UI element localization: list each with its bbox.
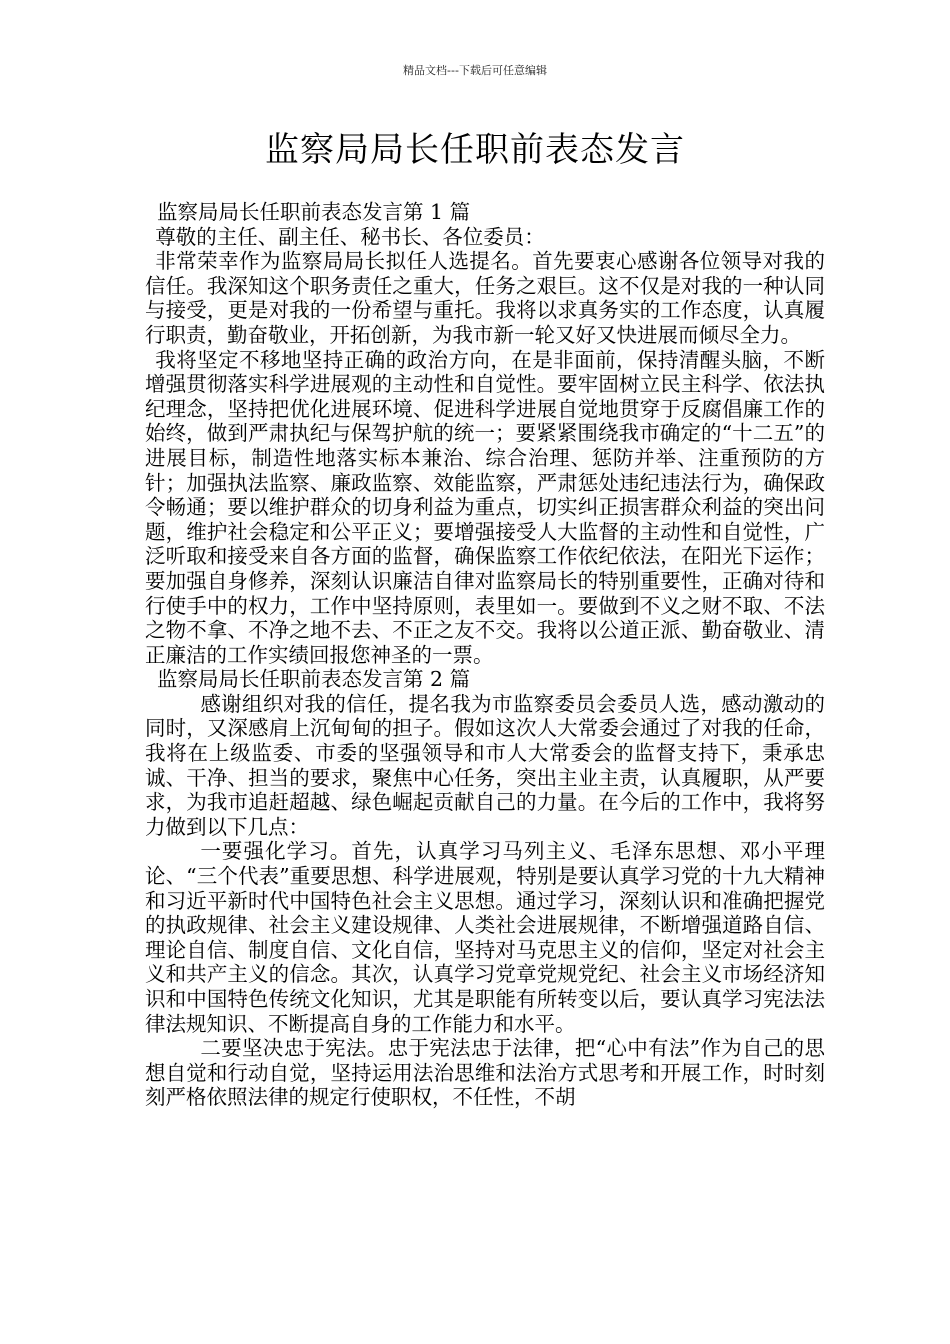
section-2-paragraph: 感谢组织对我的信任，提名我为市监察委员会委员人选，感动激动的同时，又深感肩上沉甸甸的担子。假如这次人大常委会通过了对我的任命，我将在上级监委、市委的坚强领导和市人大常委会的监督支持下，秉承忠诚、干净、担当的要求，聚焦中心任务，突出主业主责，认真履职，从严要求，为我市追赶超越、绿色崛起贡献自己的力量。在今后的工作中，我将努力做到以下几点： — [145, 691, 825, 839]
section-2-paragraph: 二要坚决忠于宪法。忠于宪法忠于法律，把“心中有法”作为自己的思想自觉和行动自觉，坚持运用法治思维和法治方式思考和开展工作，时时刻刻严格依照法律的规定行使职权，不任性，不胡 — [145, 1036, 825, 1110]
section-1-paragraph: 我将坚定不移地坚持正确的政治方向，在是非面前，保持清醒头脑，不断增强贯彻落实科学进展观的主动性和自觉性。要牢固树立民主科学、依法执纪理念，坚持把优化进展环境、促进科学进展自觉地贯穿于反腐倡廉工作的始终，做到严肃执纪与保驾护航的统一；要紧紧围绕我市确定的“十二五”的进展目标，制造性地落实标本兼治、综合治理、惩防并举、注重预防的方针；加强执法监察、廉政监察、效能监察，严肃惩处违纪违法行为，确保政令畅通；要以维护群众的切身利益为重点，切实纠正损害群众利益的突出问题，维护社会稳定和公平正义；要增强接受人大监督的主动性和自觉性，广泛听取和接受来自各方面的监督，确保监察工作依纪依法，在阳光下运作；要加强自身修养，深刻认识廉洁自律对监察局长的特别重要性，正确对待和行使手中的权力，工作中坚持原则，表里如一。要做到不义之财不取、不法之物不拿、不净之地不去、不正之友不交。我将以公道正派、勤奋敬业、清正廉洁的工作实绩回报您神圣的一票。 — [145, 347, 825, 667]
document-title: 监察局局长任职前表态发言 — [265, 130, 685, 170]
section-2-heading: 监察局局长任职前表态发言第 2 篇 — [157, 667, 471, 692]
section-2-paragraph: 一要强化学习。首先，认真学习马列主义、毛泽东思想、邓小平理论、“三个代表”重要思想、科学进展观，特别是要认真学习党的十九大精神和习近平新时代中国特色社会主义思想。通过学习，深刻认识和准确把握党的执政规律、社会主义建设规律、人类社会进展规律，不断增强道路自信、理论自信、制度自信、文化自信，坚持对马克思主义的信仰，坚定对社会主义和共产主义的信念。其次，认真学习党章党规党纪、社会主义市场经济知识和中国特色传统文化知识，尤其是职能有所转变以后，要认真学习宪法法律法规知识、不断提高自身的工作能力和水平。 — [145, 839, 825, 1036]
section-1-paragraph: 非常荣幸作为监察局局长拟任人选提名。首先要衷心感谢各位领导对我的信任。我深知这个职务责任之重大，任务之艰巨。这不仅是对我的一种认同与接受，更是对我的一份希望与重托。我将以求真务实的工作态度，认真履行职责，勤奋敬业，开拓创新，为我市新一轮又好又快进展而倾尽全力。 — [145, 249, 825, 347]
document-body — [145, 200, 825, 1110]
header-note: 精品文档---下载后可任意编辑 — [403, 64, 547, 77]
section-1-heading: 监察局局长任职前表态发言第 1 篇 — [157, 200, 471, 224]
salutation: 尊敬的主任、副主任、秘书长、各位委员： — [155, 224, 545, 249]
